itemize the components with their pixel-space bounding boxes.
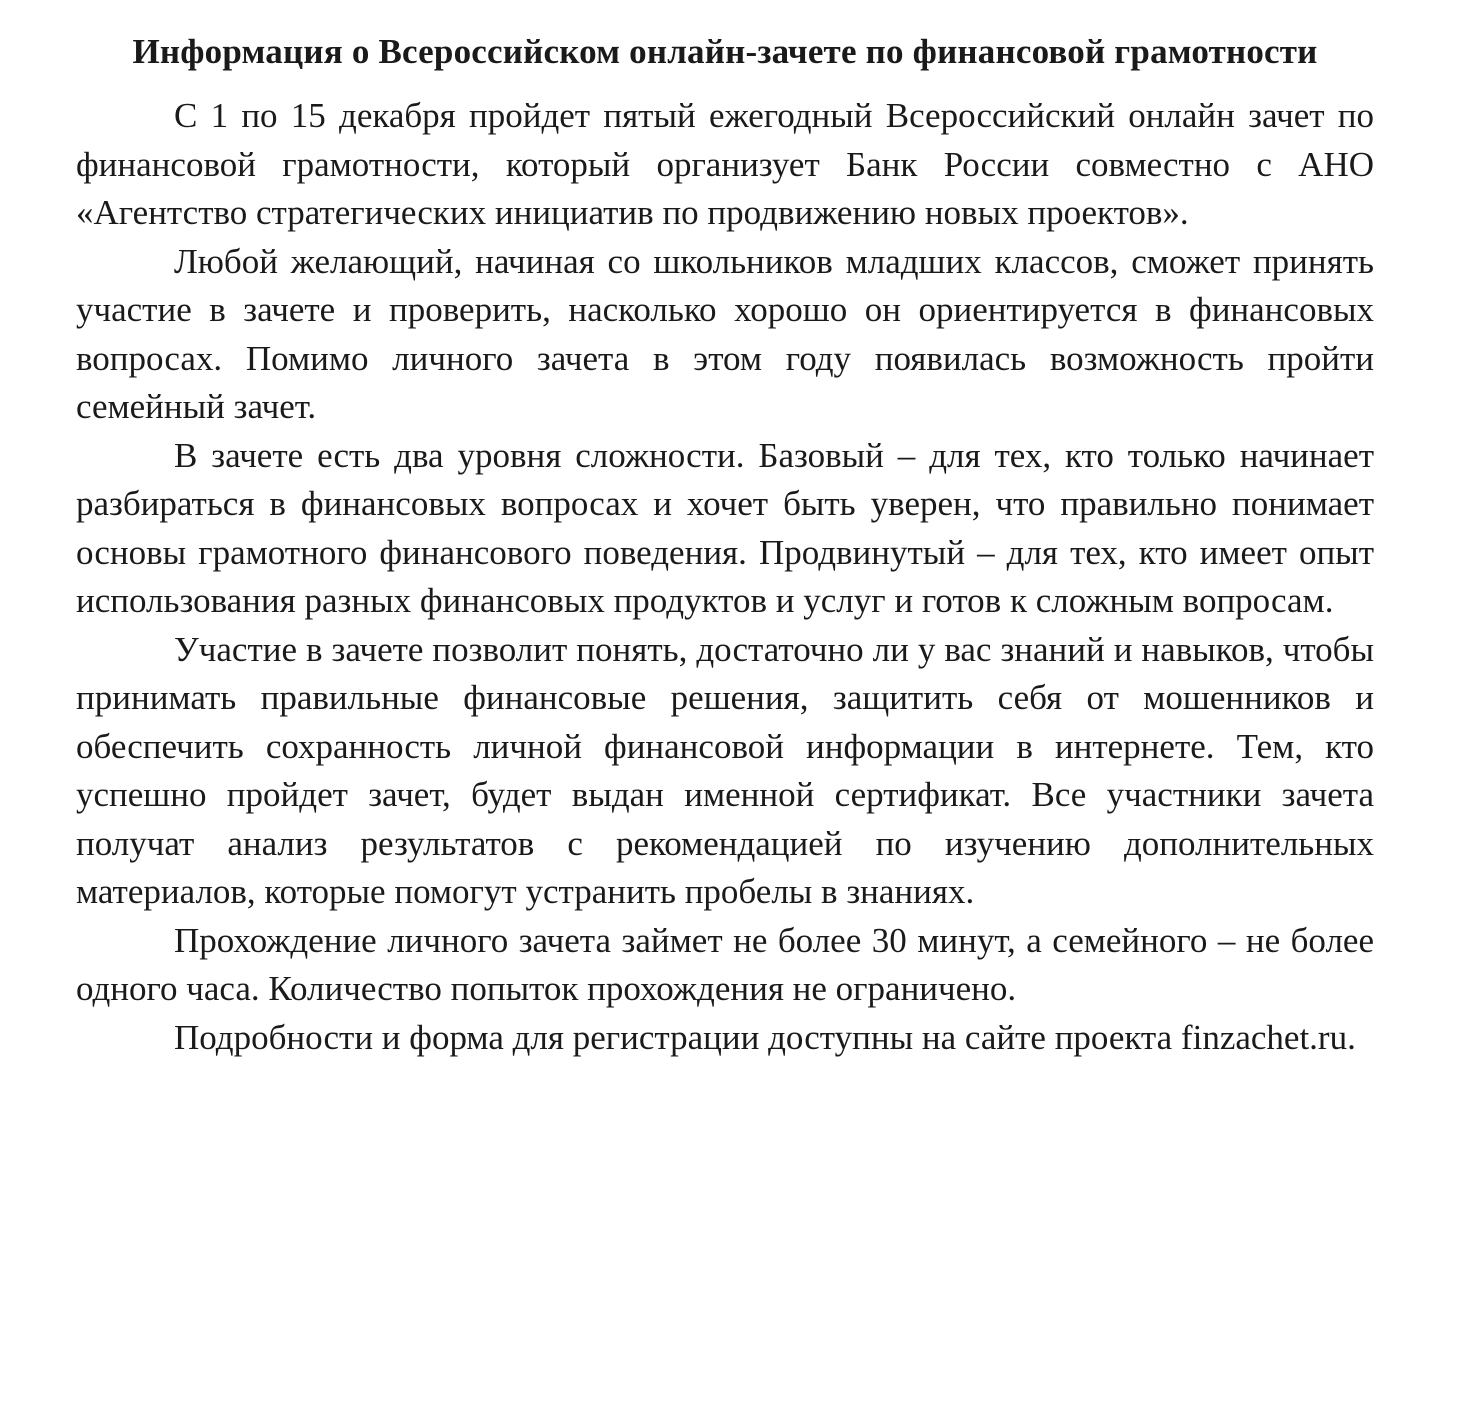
paragraph-duration: Прохождение личного зачета займет не более 30 минут, а семейного – не более одного часа. Количество попыток прохождения не ограничено. — [76, 920, 1374, 1008]
paragraph-benefits: Участие в зачете позволит понять, достаточно ли у вас знаний и навыков, чтобы принимать правильные финансовые решения, защитить себя от мошенников и обеспечить сохранность личной финансовой информации в интернете. Тем, кто успешно пройдет зачет, будет выдан именной сертификат. Все участники зачета получат анализ результатов с рекомендацией по изучению дополнительных материалов, которые помогут устранить пробелы в знаниях. — [76, 629, 1374, 911]
document-title: Информация о Всероссийском онлайн-зачете по финансовой грамотности — [132, 32, 1318, 71]
paragraph-registration: Подробности и форма для регистрации доступны на сайте проекта finzachet.ru. — [174, 1017, 1356, 1057]
paragraph-participants: Любой желающий, начиная со школьников младших классов, сможет принять участие в зачете и проверить, насколько хорошо он ориентируется в финансовых вопросах. Помимо личного зачета в этом году появилась возможность пройти семейный зачет. — [76, 241, 1374, 426]
paragraph-dates: С 1 по 15 декабря пройдет пятый ежегодный Всероссийский онлайн зачет по финансовой грамотности, который организует Банк России совместно с АНО «Агентство стратегических инициатив по продвижению новых проектов». — [76, 96, 1374, 232]
paragraph-levels: В зачете есть два уровня сложности. Базовый – для тех, кто только начинает разбираться в финансовых вопросах и хочет быть уверен, что правильно понимает основы грамотного финансового поведения. Продвинутый – для тех, кто имеет опыт использования разных финансовых продуктов и услуг и готов к сложным вопросам. — [76, 435, 1374, 620]
